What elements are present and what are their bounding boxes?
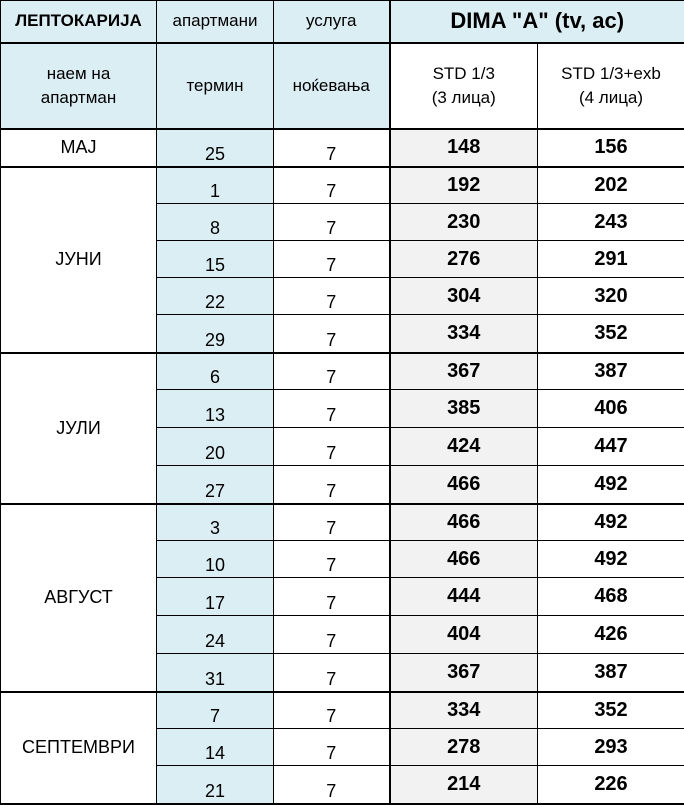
nights-cell: 7 [274, 129, 390, 167]
term-cell: 22 [157, 278, 274, 315]
nights-cell: 7 [274, 616, 390, 654]
std-price-cell: 385 [390, 390, 538, 428]
hotel-title: DIMA "A" (tv, ac) [390, 1, 684, 43]
term-cell: 8 [157, 204, 274, 241]
table-row [1, 692, 684, 729]
nights-cell: 7 [274, 390, 390, 428]
table-row [1, 167, 684, 204]
nights-cell: 7 [274, 692, 390, 729]
term-cell: 27 [157, 466, 274, 504]
std-price-cell: 367 [390, 654, 538, 692]
month-label: СЕПТЕМВРИ [1, 692, 157, 804]
std-price-cell: 148 [390, 129, 538, 167]
std-price-cell: 304 [390, 278, 538, 315]
std-exb-header-label: STD 1/3+exb [561, 63, 661, 83]
apartments-header: апартмани [157, 1, 274, 43]
std-price-cell: 466 [390, 504, 538, 541]
term-cell: 31 [157, 654, 274, 692]
nights-cell: 7 [274, 466, 390, 504]
std-price-cell: 404 [390, 616, 538, 654]
std-price-cell: 334 [390, 315, 538, 353]
term-cell: 13 [157, 390, 274, 428]
std-exb-price-cell: 447 [538, 428, 684, 466]
std-price-cell: 214 [390, 766, 538, 804]
table-row [1, 353, 684, 390]
service-header: услуга [274, 1, 390, 43]
std-price-cell: 334 [390, 692, 538, 729]
std-price-cell: 278 [390, 729, 538, 766]
location-header: ЛЕПТОКАРИЈА [1, 1, 157, 43]
std-exb-price-cell: 352 [538, 315, 684, 353]
month-label: ЈУНИ [1, 167, 157, 353]
header-row [1, 1, 684, 43]
month-label: МАЈ [1, 129, 157, 167]
term-header: термин [157, 43, 274, 129]
term-cell: 7 [157, 692, 274, 729]
std-exb-price-cell: 406 [538, 390, 684, 428]
nights-cell: 7 [274, 204, 390, 241]
std-exb-price-cell: 426 [538, 616, 684, 654]
term-cell: 24 [157, 616, 274, 654]
std-price-cell: 276 [390, 241, 538, 278]
std-exb-price-cell: 291 [538, 241, 684, 278]
nights-cell: 7 [274, 315, 390, 353]
month-label: АВГУСТ [1, 504, 157, 692]
term-cell: 3 [157, 504, 274, 541]
nights-cell: 7 [274, 353, 390, 390]
std-header [390, 43, 538, 129]
term-cell: 14 [157, 729, 274, 766]
nights-cell: 7 [274, 578, 390, 616]
std-exb-price-cell: 226 [538, 766, 684, 804]
std-price-cell: 466 [390, 466, 538, 504]
table-row [1, 504, 684, 541]
term-cell: 17 [157, 578, 274, 616]
std-price-cell: 230 [390, 204, 538, 241]
nights-cell: 7 [274, 278, 390, 315]
std-price-cell: 367 [390, 353, 538, 390]
std-header-persons: (3 лица) [431, 87, 496, 107]
term-cell: 10 [157, 541, 274, 578]
std-exb-price-cell: 387 [538, 654, 684, 692]
std-price-cell: 192 [390, 167, 538, 204]
std-price-cell: 466 [390, 541, 538, 578]
std-price-cell: 424 [390, 428, 538, 466]
std-exb-price-cell: 492 [538, 541, 684, 578]
std-exb-price-cell: 293 [538, 729, 684, 766]
rental-header [1, 43, 157, 129]
nights-cell: 7 [274, 241, 390, 278]
std-exb-price-cell: 468 [538, 578, 684, 616]
std-exb-price-cell: 352 [538, 692, 684, 729]
nights-cell: 7 [274, 428, 390, 466]
nights-header: ноќевања [274, 43, 390, 129]
std-exb-price-cell: 387 [538, 353, 684, 390]
month-label: ЈУЛИ [1, 353, 157, 504]
std-exb-price-cell: 243 [538, 204, 684, 241]
std-exb-price-cell: 492 [538, 466, 684, 504]
nights-cell: 7 [274, 504, 390, 541]
term-cell: 1 [157, 167, 274, 204]
std-price-cell: 444 [390, 578, 538, 616]
std-exb-price-cell: 492 [538, 504, 684, 541]
table-row [1, 129, 684, 167]
term-cell: 29 [157, 315, 274, 353]
term-cell: 20 [157, 428, 274, 466]
nights-cell: 7 [274, 167, 390, 204]
rental-header-line2: апартман [40, 87, 117, 107]
nights-cell: 7 [274, 654, 390, 692]
std-exb-price-cell: 320 [538, 278, 684, 315]
std-exb-price-cell: 156 [538, 129, 684, 167]
subheader-row [1, 43, 684, 129]
term-cell: 21 [157, 766, 274, 804]
nights-cell: 7 [274, 729, 390, 766]
term-cell: 6 [157, 353, 274, 390]
std-exb-header [538, 43, 684, 129]
term-cell: 15 [157, 241, 274, 278]
std-exb-price-cell: 202 [538, 167, 684, 204]
nights-cell: 7 [274, 541, 390, 578]
std-header-label: STD 1/3 [432, 63, 495, 83]
std-exb-header-persons: (4 лица) [578, 87, 644, 107]
term-cell: 25 [157, 129, 274, 167]
rental-header-line1: наем на [46, 63, 111, 83]
nights-cell: 7 [274, 766, 390, 804]
